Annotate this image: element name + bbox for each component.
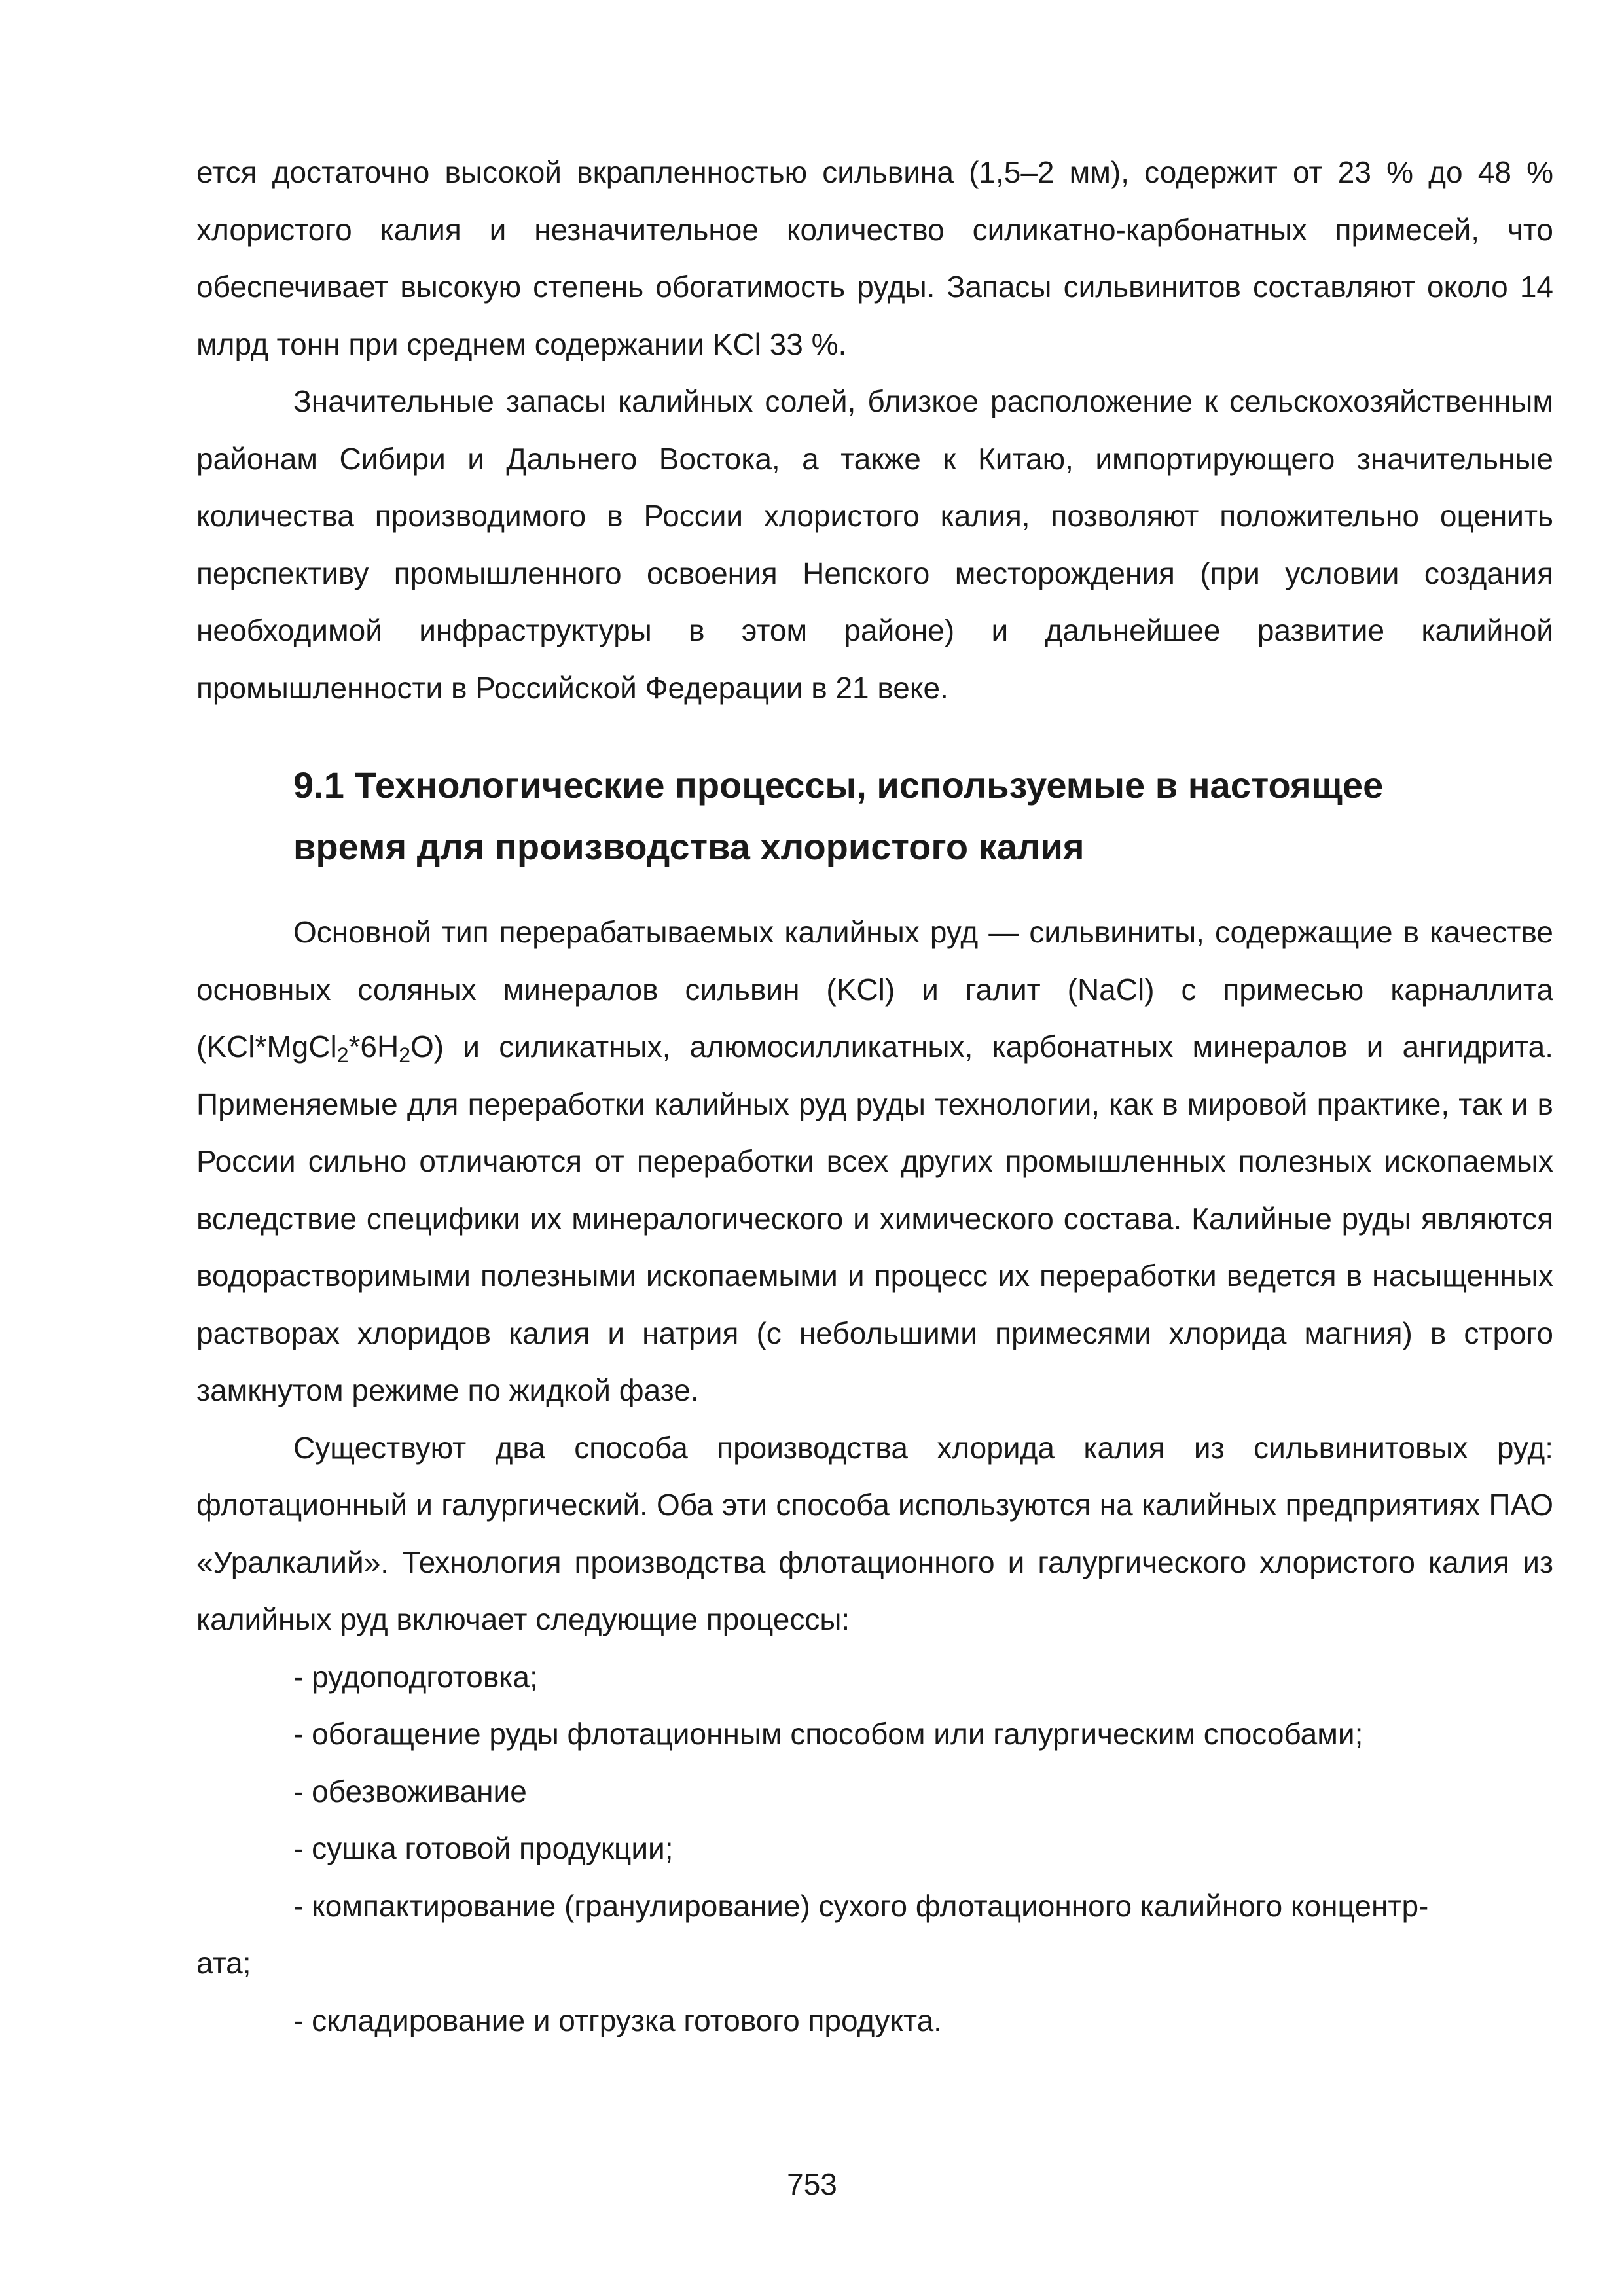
paragraph-3-part-c: O) и силикатных, алюмосилликатных, карбонатных минералов и ангидрита. Применяемые для переработки калийных руд руды технологии, как в мировой практике, так и в России сильно отличаются от переработки всех других промышленных полезных ископаемых вследствие специфики их минералогического и химического состава. Калийные руды являются водорастворимыми полезными ископаемыми и процесс их переработки ведется в насыщенных растворах хлоридов калия и натрия (с небольшими примесями хлорида магния) в строго замкнутом режиме по жидкой фазе. <box>196 1030 1553 1407</box>
section-heading <box>293 755 1458 878</box>
paragraph-3-part-a: Основной тип перерабатываемых калийных руд — сильвиниты, содержащие в качестве основных соляных минералов сильвин (KCl) и галит (NaCl) с примесью карналлита (KCl*MgCl <box>196 915 1553 1064</box>
paragraph-4: Существуют два способа производства хлорида калия из сильвинитовых руд: флотационный и галургический. Оба эти способа используются на калийных предприятиях ПАО «Уралкалий». Технология производства флотационного и галургического хлористого калия из калийных руд включает следующие процессы: <box>196 1430 1553 1636</box>
subscript-2a: 2 <box>336 1043 349 1067</box>
paragraph-3 <box>196 904 1553 1420</box>
paragraph-2: Значительные запасы калийных солей, близкое расположение к сельскохозяйственным районам Сибири и Дальнего Востока, а также к Китаю, импортирующего значительные количества производимого в России хлористого калия, позволяют положительно оценить перспективу промышленного освоения Непского месторождения (при условии создания необходимой инфраструктуры в этом районе) и дальнейшее развитие калийной промышленности в Российской Федерации в 21 веке. <box>196 384 1553 705</box>
list-item-6: - складирование и отгрузка готового продукта. <box>293 2003 942 2037</box>
list-item-4: - сушка готовой продукции; <box>293 1831 674 1865</box>
paragraph-3-part-b: *6H <box>348 1030 399 1064</box>
list-item-2: - обогащение руды флотационным способом или галургическим способами; <box>293 1717 1363 1751</box>
list-item-5-line-1: - компактирование (гранулирование) сухого флотационного калийного концентр- <box>293 1888 1429 1923</box>
section-heading-line-2: время для производства хлористого калия <box>293 826 1085 867</box>
page-number: 753 <box>787 2167 837 2201</box>
subscript-2b: 2 <box>399 1043 410 1067</box>
list-item-5-line-2: ата; <box>196 1946 251 1980</box>
list-item-1: - рудоподготовка; <box>293 1659 538 1694</box>
document-page <box>196 144 1553 2049</box>
section-heading-line-1: 9.1 Технологические процессы, используемые в настоящее <box>293 764 1384 806</box>
list-item-3: - обезвоживание <box>293 1774 527 1808</box>
paragraph-1: ется достаточно высокой вкрапленностью сильвина (1,5–2 мм), содержит от 23 % до 48 % хлористого калия и незначительное количество силикатно-карбонатных примесей, что обеспечивает высокую степень обогатимость руды. Запасы сильвинитов составляют около 14 млрд тонн при среднем содержании KCl 33 %. <box>196 155 1553 361</box>
